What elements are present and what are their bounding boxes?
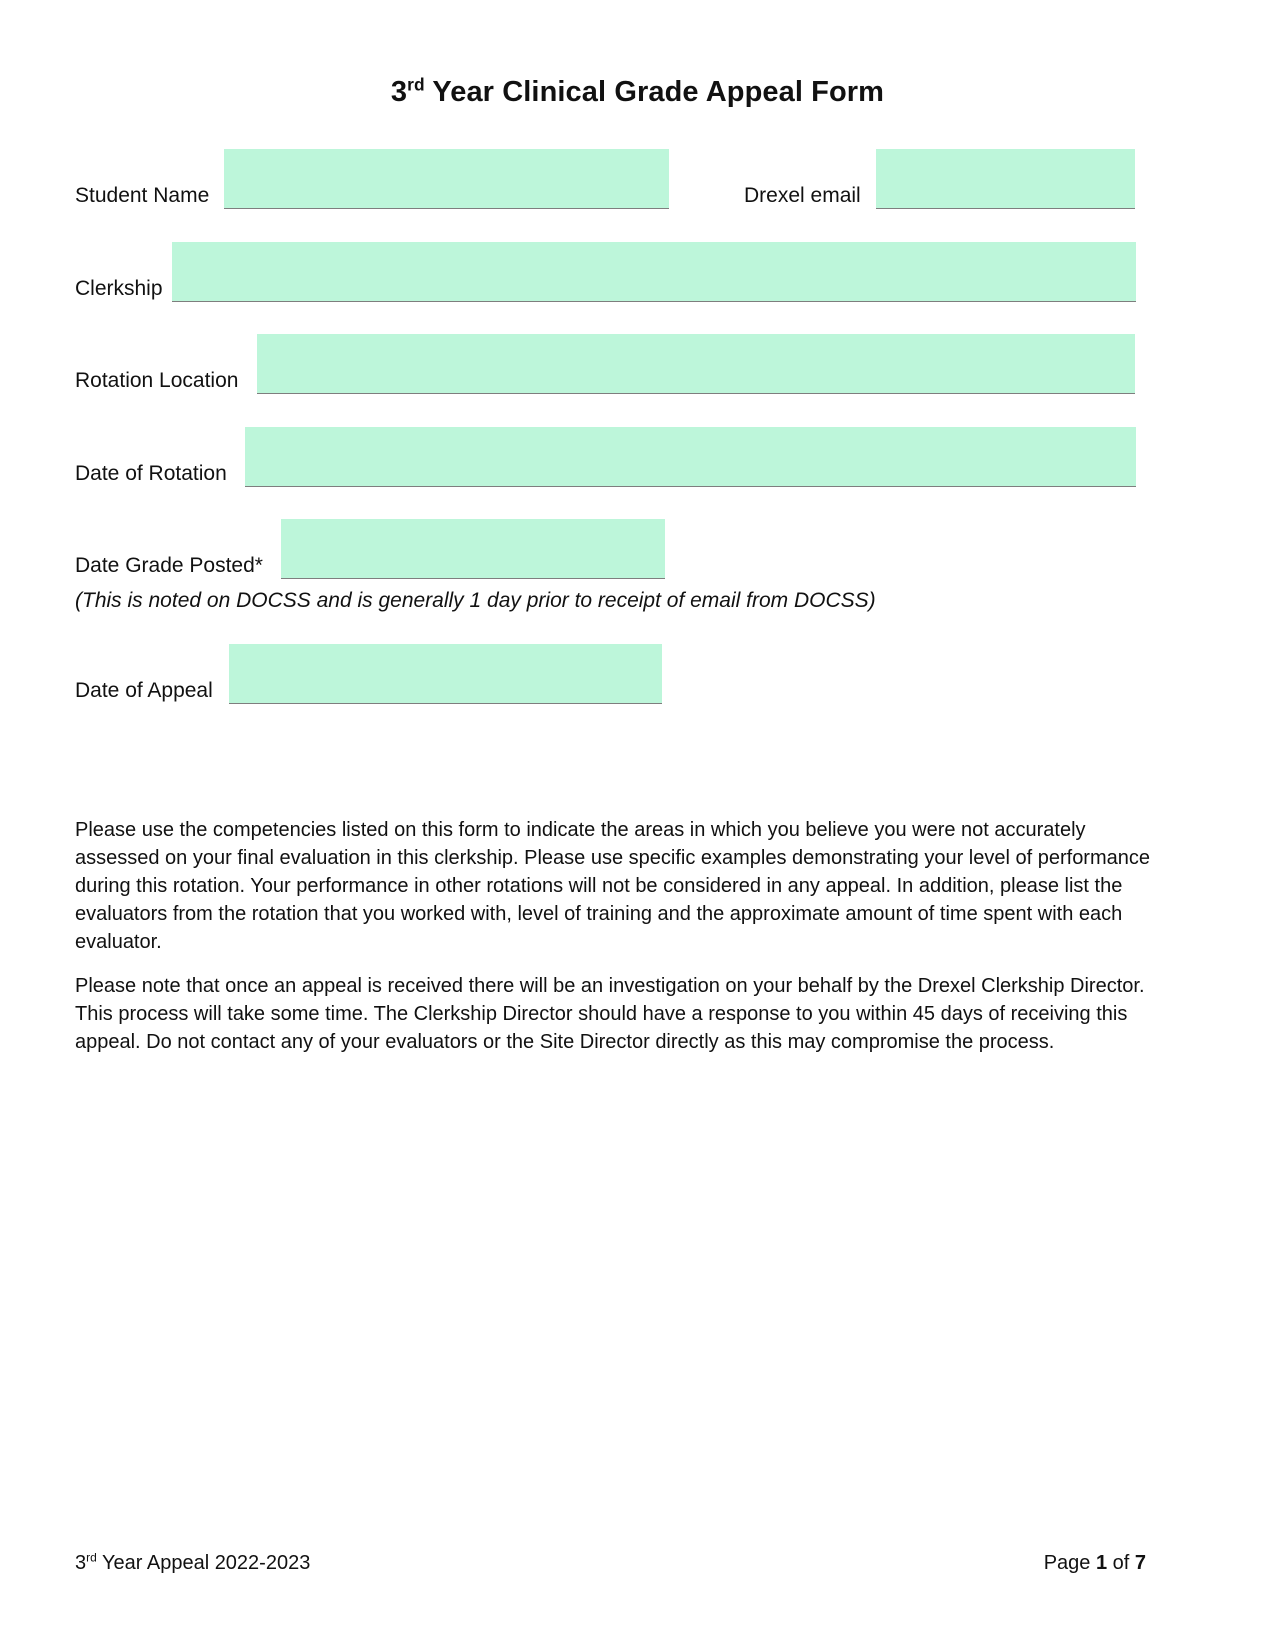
title-text: Year Clinical Grade Appeal Form [424,76,885,108]
student-name-field[interactable] [224,149,669,209]
page-number [1044,1552,1146,1575]
drexel-email-field[interactable] [876,149,1135,209]
date-grade-posted-label: Date Grade Posted* [75,554,263,577]
clerkship-label: Clerkship [75,277,163,300]
page-total: 7 [1134,1552,1146,1574]
page-current: 1 [1095,1552,1108,1574]
page-label: Page [1043,1552,1096,1574]
date-grade-posted-note: (This is noted on DOCSS and is generally 1 day prior to receipt of email from DOCSS) [75,589,876,612]
date-of-rotation-field[interactable] [245,427,1136,487]
date-grade-posted-field[interactable] [281,519,665,579]
date-of-rotation-label: Date of Rotation [75,462,227,485]
rotation-location-label: Rotation Location [75,369,239,392]
footer-prefix: 3 [75,1552,87,1574]
notice-paragraph: Please note that once an appeal is received there will be an investigation on your behalf by the Drexel Clerkship Director. This process will take some time. The Clerkship Director should have a response to you within 45 days of receiving this appeal. Do not contact any of your evaluators or the Site Director directly as this may compromise the process. [75,975,1145,1053]
page-title [0,76,1275,109]
rotation-location-field[interactable] [257,334,1135,394]
student-name-label: Student Name [75,184,210,207]
title-superscript: rd [407,74,425,95]
instructions-paragraph: Please use the competencies listed on this form to indicate the areas in which you believe you were not accurately assessed on your final evaluation in this clerkship. Please use specific examples demonstrating your level of performance during this rotation. Your performance in other rotations will not be considered in any appeal. In addition, please list the evaluators from the rotation that you worked with, level of training and the approximate amount of time spent with each evaluator. [75,819,1150,953]
page-of: of [1107,1552,1135,1574]
clerkship-field[interactable] [172,242,1136,302]
title-prefix: 3 [390,76,408,108]
footer-superscript: rd [86,1550,97,1565]
drexel-email-label: Drexel email [744,184,861,207]
date-of-appeal-field[interactable] [229,644,662,704]
footer-text: Year Appeal 2022-2023 [96,1552,311,1574]
footer-document-label [75,1552,310,1575]
date-of-appeal-label: Date of Appeal [75,679,213,702]
